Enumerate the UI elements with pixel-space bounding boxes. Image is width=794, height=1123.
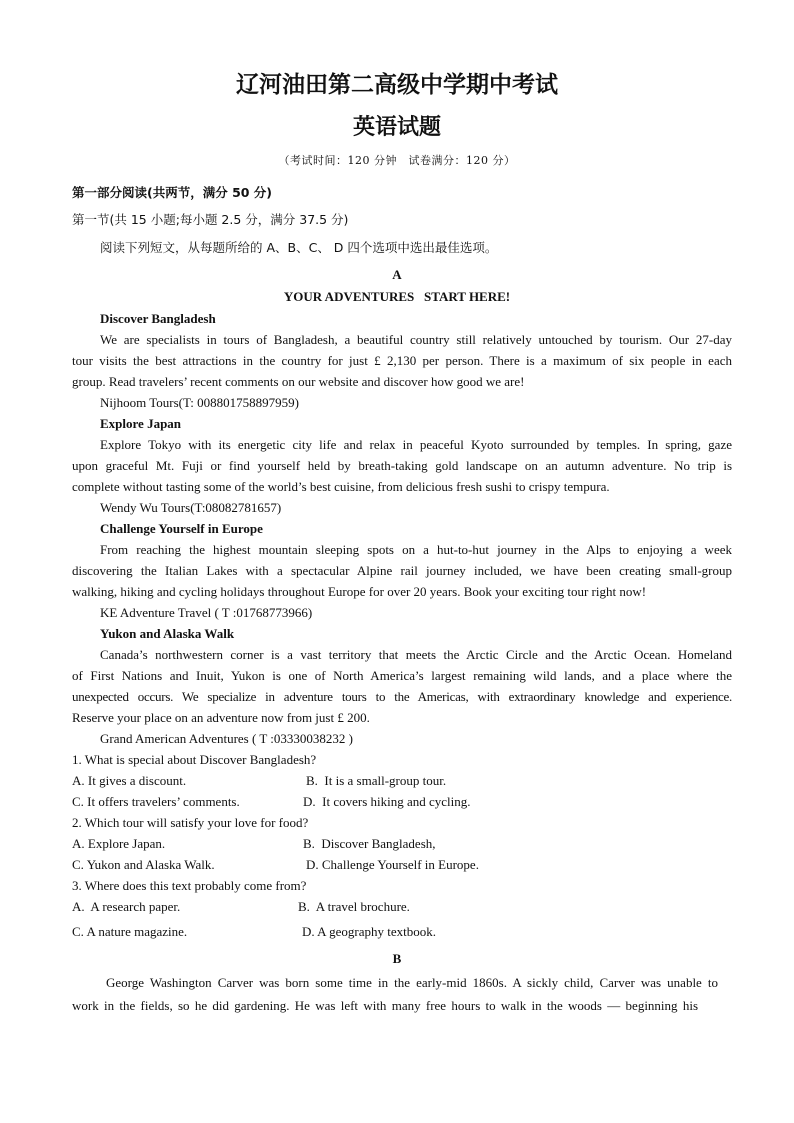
ad-text-line: Reserve your place on an adventure now from just £ 200. [72,710,370,725]
exam-title: 辽河油田第二高级中学期中考试 [236,71,558,98]
question-stem: 1. What is special about Discover Bangladesh? [72,752,317,767]
instruction: 阅读下列短文，从每题所给的 A、B、C、 D 四个选项中选出最佳选项。 [100,240,498,255]
ad-contact: KE Adventure Travel ( T :01768773966) [100,605,313,620]
ad-text-line: discovering the Italian Lakes with a spectacular Alpine rail journey included, we have been creating small-group [72,563,732,578]
ad-text-line: unexpected occurs. We specialize in adventure tours to the Americas, with extraordinary knowledge and experience. [72,689,732,704]
option-a[interactable]: A. A research paper. [72,899,181,914]
ad-contact: Grand American Adventures ( T :03330038232 ) [100,731,353,746]
ad-contact: Nijhoom Tours(T: 008801758897959) [100,395,299,410]
ad-text-line: tour visits the best attractions in the country for just £ 2,130 per person. There is a maximum of six people in each [72,353,732,368]
question-stem: 2. Which tour will satisfy your love for food? [72,815,309,830]
ad-text-line: Explore Tokyo with its energetic city life and relax in peaceful Kyoto surrounded by temples. In spring, gaze [100,437,732,452]
ad-text-line: Canada’s northwestern corner is a vast territory that meets the Arctic Circle and the Arctic Ocean. Homeland [100,647,732,662]
section1-heading: 第一节(共 15 小题;每小题 2.5 分，满分 37.5 分) [72,212,349,227]
ad-text-line: group. Read travelers’ recent comments on our website and discover how good we are! [72,374,525,389]
option-a[interactable]: A. It gives a discount. [72,773,187,788]
passage-a-headline: YOUR ADVENTURES START HERE! [283,289,511,304]
ad-title: Discover Bangladesh [100,311,216,326]
option-d[interactable]: D. It covers hiking and cycling. [303,794,471,809]
option-b[interactable]: B. It is a small-group tour. [306,773,447,788]
ad-title: Explore Japan [100,416,182,431]
ad-text-line: complete without tasting some of the world’s best cuisine, from delicious fresh sushi to crispy tempura. [72,479,610,494]
option-d[interactable]: D. Challenge Yourself in Europe. [306,857,479,872]
exam-info: （考试时间：120 分钟 试卷满分：120 分） [278,154,516,167]
option-a[interactable]: A. Explore Japan. [72,836,166,851]
ad-title: Yukon and Alaska Walk [100,626,235,641]
exam-subtitle: 英语试题 [352,114,441,140]
option-c[interactable]: C. A nature magazine. [72,924,188,939]
ad-text-line: walking, hiking and cycling holidays throughout Europe for over 20 years. Book your exciting tour right now! [72,584,647,599]
option-b[interactable]: B. A travel brochure. [298,899,410,914]
ad-text-line: of First Nations and Inuit, Yukon is one of North America’s largest remaining wild lands, and a place where the [72,668,732,683]
passage-a-letter: A [392,267,402,282]
option-c[interactable]: C. It offers travelers’ comments. [72,794,240,809]
passage-b-line: work in the fields, so he did gardening. He was left with many free hours to walk in the woods — beginning his [72,998,698,1013]
question-stem: 3. Where does this text probably come from? [72,878,307,893]
option-c[interactable]: C. Yukon and Alaska Walk. [72,857,215,872]
ad-text-line: upon graceful Mt. Fuji or find yourself held by breath-taking gold landscape on an autumn adventure. No trip is [72,458,732,473]
passage-b-line: George Washington Carver was born some time in the early-mid 1860s. A sickly child, Carver was unable to [106,975,718,990]
option-d[interactable]: D. A geography textbook. [302,924,436,939]
part1-heading: 第一部分阅读(共两节，满分 50 分) [72,185,273,200]
ad-text-line: We are specialists in tours of Bangladesh, a beautiful country still relatively untouched by tourism. Our 27-day [100,332,732,347]
ad-text-line: From reaching the highest mountain sleeping spots on a hut-to-hut journey in the Alps to enjoying a week [100,542,732,557]
ad-contact: Wendy Wu Tours(T:08082781657) [100,500,282,515]
option-b[interactable]: B. Discover Bangladesh, [303,836,436,851]
ad-title: Challenge Yourself in Europe [100,521,263,536]
passage-b-letter: B [392,951,402,966]
